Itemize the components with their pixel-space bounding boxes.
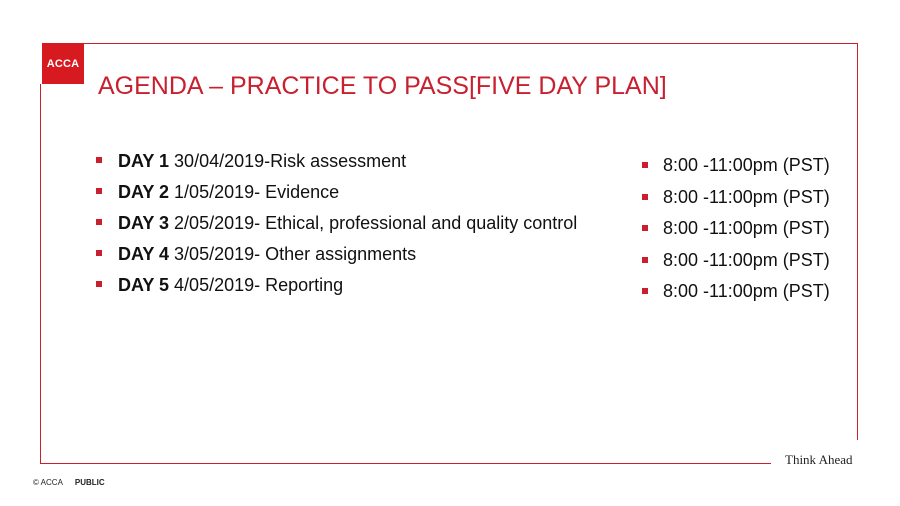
time-item: 8:00 -11:00pm (PST): [642, 185, 830, 217]
bullet-square-icon: [96, 188, 102, 194]
time-list: [642, 153, 830, 311]
bullet-square-icon: [96, 219, 102, 225]
frame-top-border: [84, 43, 858, 44]
day-item: DAY 1 30/04/2019-Risk assessment: [96, 149, 577, 180]
bullet-square-icon: [642, 194, 648, 200]
bullet-square-icon: [96, 250, 102, 256]
day-item: DAY 3 2/05/2019- Ethical, professional and quality control: [96, 211, 577, 242]
day-list: [96, 149, 577, 304]
footer: [33, 478, 105, 487]
classification-label: PUBLIC: [74, 478, 105, 487]
frame-bottom-border: [40, 463, 771, 464]
copyright-text: © ACCA: [33, 478, 63, 487]
bullet-square-icon: [642, 162, 648, 168]
bullet-square-icon: [642, 288, 648, 294]
tagline: Think Ahead: [785, 452, 853, 467]
frame-left-border: [40, 84, 41, 464]
logo-text: ACCA: [46, 57, 80, 70]
bullet-square-icon: [642, 257, 648, 263]
day-item: DAY 4 3/05/2019- Other assignments: [96, 242, 577, 273]
frame-right-border: [857, 43, 858, 440]
time-item: 8:00 -11:00pm (PST): [642, 248, 830, 280]
day-item: DAY 2 1/05/2019- Evidence: [96, 180, 577, 211]
time-item: 8:00 -11:00pm (PST): [642, 153, 830, 185]
bullet-square-icon: [96, 157, 102, 163]
time-item: 8:00 -11:00pm (PST): [642, 216, 830, 248]
bullet-square-icon: [642, 225, 648, 231]
acca-logo: [42, 43, 84, 84]
time-item: 8:00 -11:00pm (PST): [642, 279, 830, 311]
bullet-square-icon: [96, 281, 102, 287]
day-item: DAY 5 4/05/2019- Reporting: [96, 273, 577, 304]
slide-title: AGENDA – PRACTICE TO PASS[FIVE DAY PLAN]: [98, 72, 667, 100]
